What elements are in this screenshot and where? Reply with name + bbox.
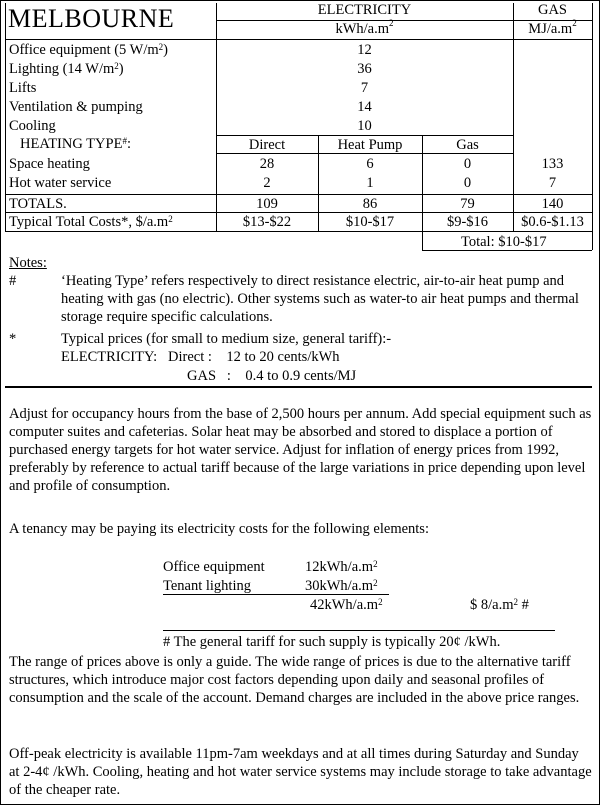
hot-water-gas-col: 0 [463, 175, 472, 191]
totals-direct: 109 [256, 196, 278, 212]
footnote-tariff: # The general tariff for such supply is typically 20¢ /kWh. [163, 634, 501, 650]
electricity-unit: kWh/$a.m^2$ [335, 18, 394, 37]
grid-line [5, 39, 592, 40]
costs-gas: $0.6-$1.13 [521, 214, 584, 230]
totals-gas: 140 [541, 196, 564, 212]
heating-type-label: HEATING TYPE#: [20, 136, 131, 152]
paragraph-price-range: The range of prices above is only a guide. The wide range of prices is due to the alternative tariff structures, which introduce major cost factors depending upon daily and seasonal profiles of consumption and the scale of the account. Demand charges are included in the above price ranges. [9, 654, 580, 706]
row-label-hot-water: Hot water service [9, 175, 112, 191]
star-mark: * [9, 331, 17, 347]
row-label-space-heating: Space heating [9, 156, 90, 172]
gas-price: GAS : 0.4 to 0.9 cents/MJ [187, 368, 357, 384]
row-label-costs: Typical Total Costs*, $\$/a.m^2$ [9, 214, 173, 230]
costs-direct: $13-$22 [242, 214, 292, 230]
value-lifts: 7 [360, 80, 369, 96]
hash-note: ‘Heating Type’ refers respectively to direct resistance electric, air-to-air heat pump and heating with gas (no electric). Other systems such as water-to air heat pumps and thermal storage require specific calculations. [61, 273, 579, 325]
tenancy-lighting-label: Tenant lighting [163, 578, 251, 594]
value-office-equipment: 12 [357, 42, 372, 58]
col-direct: Direct [248, 137, 286, 153]
space-heating-direct: 28 [259, 156, 275, 172]
electricity-price: ELECTRICITY: Direct : 12 to 20 cents/kWh [61, 349, 340, 365]
grid-line [5, 231, 592, 232]
tenancy-total-cost: $ $8/a.m^2$ # [470, 597, 529, 613]
row-label-totals: TOTALS. [9, 196, 67, 212]
space-heating-heat-pump: 6 [366, 156, 374, 172]
section-divider [5, 386, 592, 388]
paragraph-occupancy: Adjust for occupancy hours from the base of 2,500 hours per annum. Add special equipment such as computer suites and cafeterias. Solar heat may be absorbed and stored to displace a portion of purchased energy targets for hot water service. Adjust for inflation of energy prices from 1992, preferably by reference to actual tariff because of the large variations in price depending upon level and profile of consumption. [9, 406, 592, 494]
tenancy-office-label: Office equipment [163, 559, 265, 575]
space-heating-gas: 133 [541, 156, 564, 172]
grid-line [5, 3, 6, 231]
tenancy-office-value: $12kWh/a.m^2$ [305, 559, 378, 575]
footnote-rule [163, 630, 555, 631]
totals-gas-col: 79 [460, 196, 475, 212]
hot-water-gas: 7 [548, 175, 557, 191]
hot-water-direct: 2 [263, 175, 271, 191]
row-label-office-equipment: Office equipment (5 $W/m^2$) [9, 42, 169, 58]
notes-heading: Notes: [9, 255, 47, 271]
hot-water-heat-pump: 1 [366, 175, 374, 191]
costs-gas-col: $9-$16 [446, 214, 489, 230]
sum-rule [163, 594, 389, 595]
paragraph-tenancy-intro: A tenancy may be paying its electricity costs for the following elements: [9, 521, 429, 537]
grid-line [592, 3, 593, 250]
totals-heat-pump: 86 [362, 196, 378, 212]
value-lighting: 36 [357, 61, 372, 77]
tenancy-lighting-value: $30kWh/a.m^2$ [305, 578, 378, 594]
star-note: Typical prices (for small to medium size, general tariff):- [61, 331, 392, 347]
gas-total-cost: Total: $10-$17 [461, 234, 547, 250]
gas-header: GAS [537, 2, 567, 18]
row-label-lighting: Lighting (14 $W/m^2$) [9, 61, 124, 77]
costs-heat-pump: $10-$17 [345, 214, 395, 230]
electricity-header: ELECTRICITY [317, 2, 412, 18]
value-cooling: 10 [357, 118, 372, 134]
row-label-cooling: Cooling [9, 118, 56, 134]
row-label-ventilation: Ventilation & pumping [9, 99, 143, 115]
row-label-lifts: Lifts [9, 80, 37, 96]
paragraph-off-peak: Off-peak electricity is available 11pm-7am weekdays and at all times during Saturday and Sunday at 2-4¢ /kWh. Cooling, heating and hot water service systems may include storage to take advantage of the cheaper rate. [9, 746, 592, 798]
value-ventilation: 14 [357, 99, 372, 115]
hash-mark: # [9, 273, 17, 289]
tenancy-total-value: $42kWh/a.m^2$ [310, 597, 383, 613]
col-gas: Gas [456, 137, 479, 153]
space-heating-gas-col: 0 [463, 156, 472, 172]
gas-unit: $MJ/a.m^2$ [528, 18, 577, 37]
col-heat-pump: Heat Pump [337, 137, 403, 153]
city-title: MELBOURNE [8, 4, 175, 33]
